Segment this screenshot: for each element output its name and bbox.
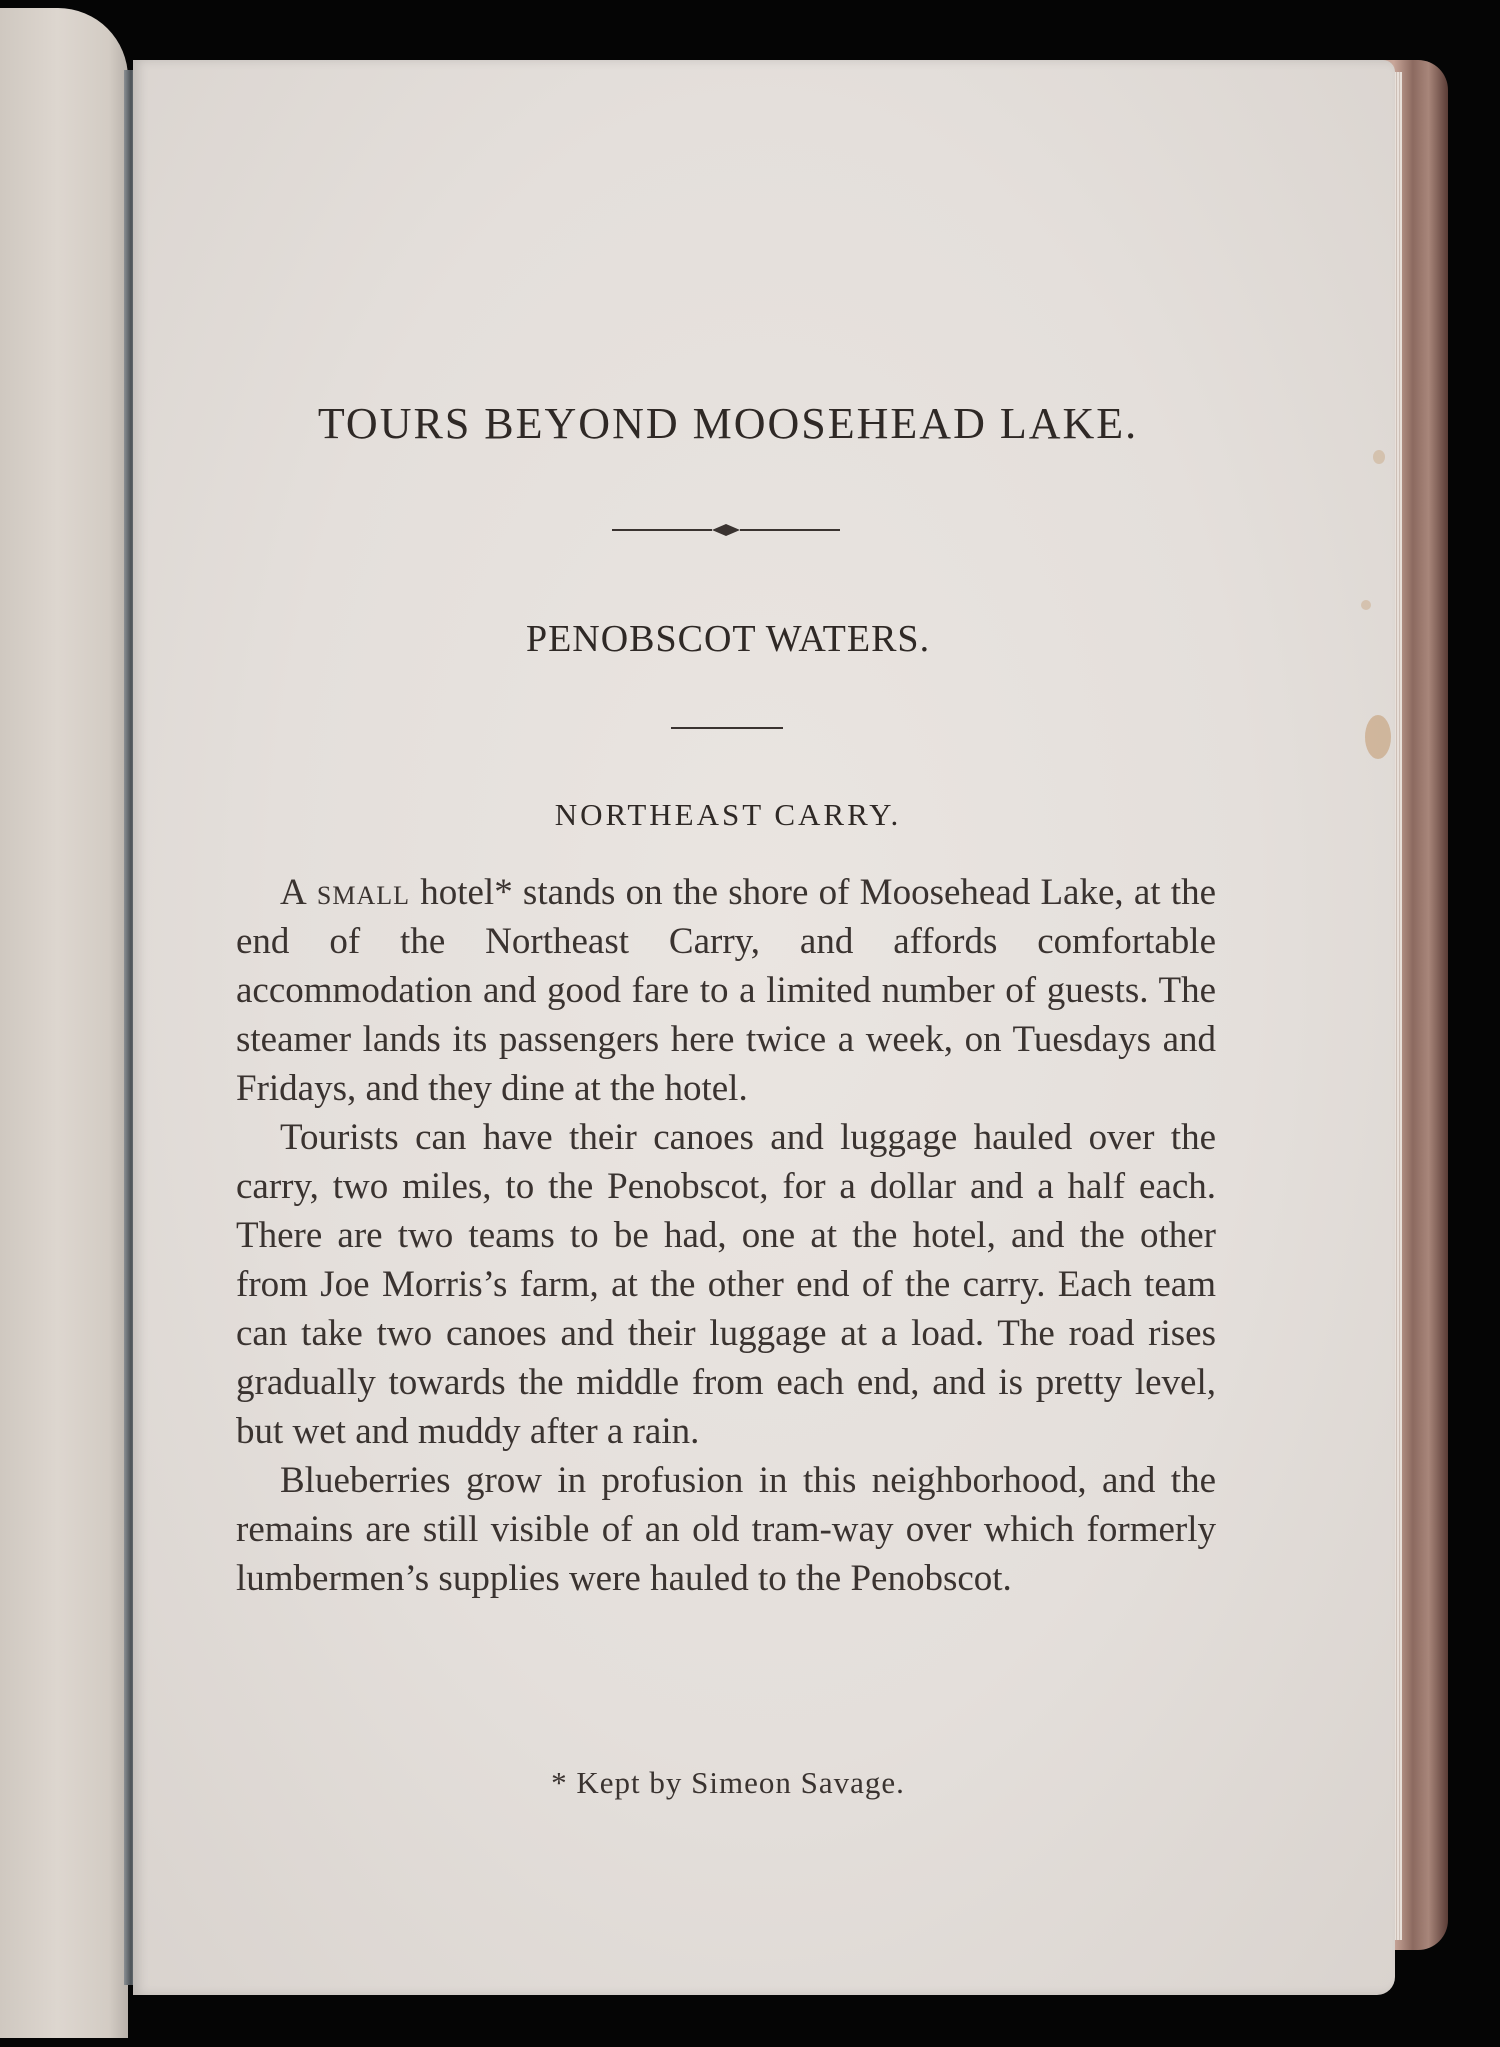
paragraph: Blueberries grow in profusion in this neighborhood, and the remains are still visible of an old tram-way over which formerly lumbermen’s supplies were hauled to the Penobscot. [236,1460,1216,1599]
divider-rule [671,727,783,729]
left-facing-page [0,8,128,2038]
page-title: TOURS BEYOND MOOSEHEAD LAKE. [317,399,1139,448]
footnote: * Kept by Simeon Savage. [551,1765,905,1800]
divider-ornament [612,520,840,540]
paragraph-lead: A small [280,872,411,913]
foxing-stain [1373,450,1385,464]
paragraph-text: hotel* stands on the shore of Moosehead Lake, at the end of the Northeast Carry, and affords comfortable accommodation and good fare to a limited number of guests. The steamer lands its passengers here twice a week, on Tuesdays and Fridays, and they dine at the hotel. [236,872,1216,1109]
paragraph [236,868,1216,1113]
subsection-heading: NORTHEAST CARRY. [554,797,902,832]
body-text [236,868,1216,1603]
foxing-stain [1365,715,1391,759]
foxing-stain [1361,600,1371,610]
section-title: PENOBSCOT WATERS. [525,618,931,660]
paragraph: Tourists can have their canoes and luggage hauled over the carry, two miles, to the Penobscot, for a dollar and a half each. There are two teams to be had, one at the hotel, and the other from Joe Morris’s farm, at the other end of the carry. Each team can take two canoes and their luggage at a load. The road rises gradually towards the middle from each end, and is pretty level, but wet and muddy after a rain. [236,1117,1216,1452]
